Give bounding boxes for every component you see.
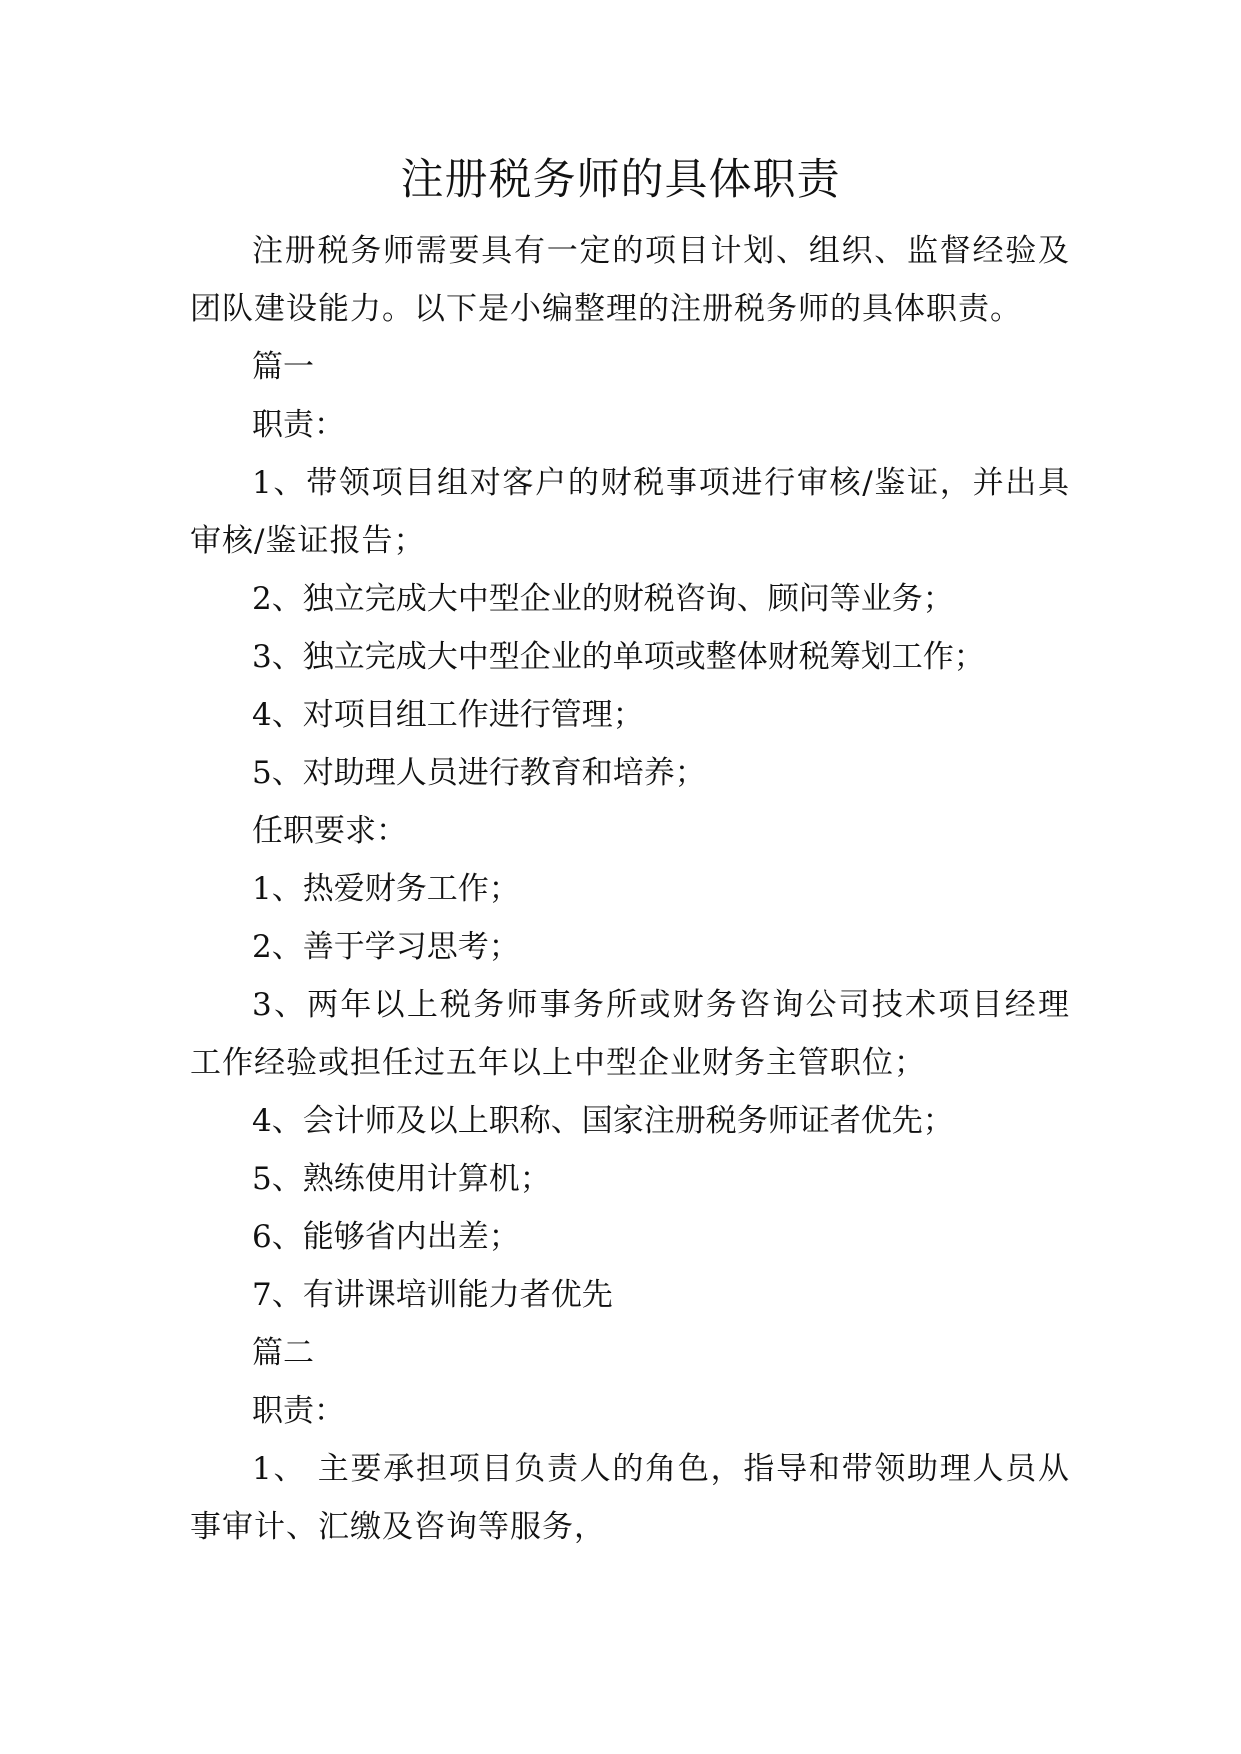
section1-duty-item: 4、对项目组工作进行管理； <box>252 697 644 733</box>
section1-duty-item: 2、独立完成大中型企业的财税咨询、顾问等业务； <box>252 581 954 617</box>
section2-heading: 篇二 <box>252 1335 314 1371</box>
section2-duty-item: 1、 主要承担项目负责人的角色，指导和带领助理人员从事审计、汇缴及咨询等服务， <box>190 1451 1070 1545</box>
section1-requirement-item: 7、有讲课培训能力者优先 <box>252 1277 613 1313</box>
section1-duty-item: 3、独立完成大中型企业的单项或整体财税筹划工作； <box>252 639 985 675</box>
section1-requirement-item: 1、热爱财务工作； <box>252 871 520 907</box>
section2-duties-label: 职责： <box>252 1393 345 1429</box>
document-body <box>190 222 1070 1556</box>
section1-requirement-item: 5、熟练使用计算机； <box>252 1161 551 1197</box>
section1-duty-item: 1、带领项目组对客户的财税事项进行审核/鉴证，并出具审核/鉴证报告； <box>190 465 1070 559</box>
section1-requirements-label: 任职要求： <box>252 813 407 849</box>
section1-requirement-item: 2、善于学习思考； <box>252 929 520 965</box>
document-title: 注册税务师的具体职责 <box>400 155 841 205</box>
section1-requirement-item: 3、两年以上税务师事务所或财务咨询公司技术项目经理工作经验或担任过五年以上中型企业财务主管职位； <box>190 987 1070 1081</box>
section1-requirement-item: 4、会计师及以上职称、国家注册税务师证者优先； <box>252 1103 954 1139</box>
section1-duties-label: 职责： <box>252 407 345 443</box>
section1-heading: 篇一 <box>252 349 314 385</box>
section1-requirement-item: 6、能够省内出差； <box>252 1219 520 1255</box>
intro-paragraph: 注册税务师需要具有一定的项目计划、组织、监督经验及团队建设能力。以下是小编整理的注册税务师的具体职责。 <box>190 233 1070 327</box>
section1-duty-item: 5、对助理人员进行教育和培养； <box>252 755 706 791</box>
